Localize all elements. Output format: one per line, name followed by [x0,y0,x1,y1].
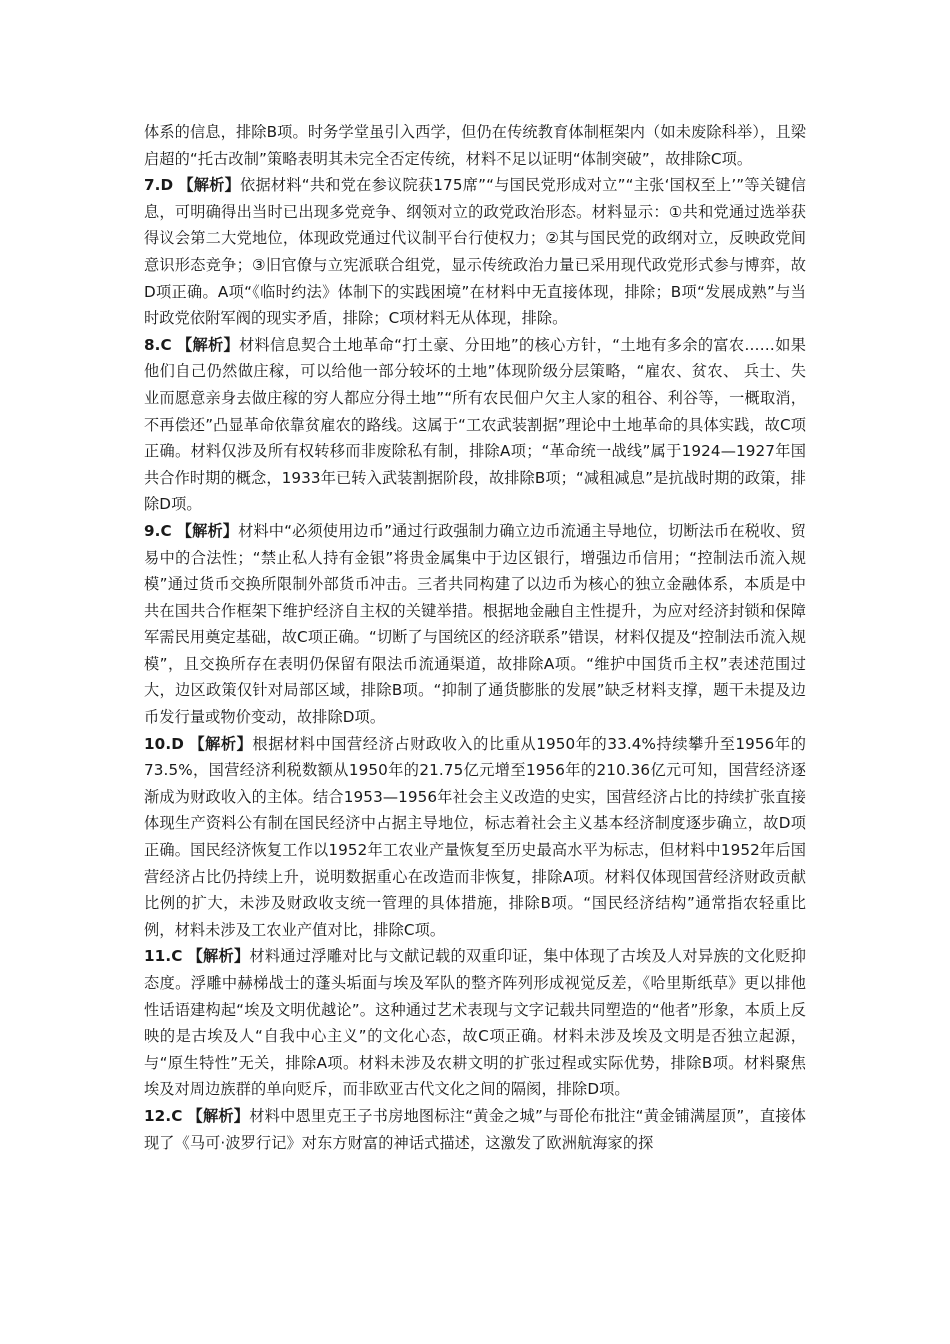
answer-text: 材料中“必须使用边币”通过行政强制力确立边币流通主导地位，切断法币在税收、贸易中的合法性；“禁止私人持有金银”将贵金属集中于边区银行，增强边币信用；“控制法币流入规模”通过货币交换所限制外部货币冲击。三者共同构建了以边币为核心的独立金融体系，本质是中共在国共合作框架下维护经济自主权的关键举措。根据地金融自主性提升，为应对经济封锁和保障军需民用奠定基础，故C项正确。“切断了与国统区的经济联系”错误，材料仅提及“控制法币流入规模”，且交换所存在表明仍保留有限法币流通渠道，故排除A项。“维护中国货币主权”表述范围过大，边区政策仅针对局部区域，排除B项。“抑制了通货膨胀的发展”缺乏材料支撑，题干未提及边币发行量或物价变动，故排除D项。 [144,521,806,727]
intro-paragraph: 体系的信息，排除B项。时务学堂虽引入西学，但仍在传统教育体制框架内（如未废除科举），且梁启超的“托古改制”策略表明其未完全否定传统，材料不足以证明“体制突破”，故排除C项。 [144,123,806,168]
analysis-tag: 【解析】 [176,521,239,540]
answer-explanations [144,119,806,1156]
analysis-tag: 【解析】 [176,335,239,354]
answer-number: 9.C [144,521,172,540]
analysis-tag: 【解析】 [187,947,250,966]
answer-text: 材料信息契合土地革命“打土豪、分田地”的核心方针，“土地有多余的富农……如果他们自己仍然做庄稼，可以给他一部分较坏的土地”体现阶级分层策略，“雇农、贫农、 兵士、失业而愿意亲身去做庄稼的穷人都应分得土地”“所有农民佃户欠主人家的租谷、利谷等，一概取消，不再偿还”凸显革命依靠贫雇农的路线。这属于“工农武装割据”理论中土地革命的具体实践，故C项正确。材料仅涉及所有权转移而非废除私有制，排除A项；“革命统一战线”属于1924—1927年国共合作时期的概念，1933年已转入武装割据阶段，故排除B项；“减租减息”是抗战时期的政策，排除D项。 [144,335,806,514]
answer-text: 材料通过浮雕对比与文献记载的双重印证，集中体现了古埃及人对异族的文化贬抑态度。浮雕中赫梯战士的蓬头垢面与埃及军队的整齐阵列形成视觉反差，《哈里斯纸草》更以排他性话语建构起“埃及文明优越论”。这种通过艺术表现与文字记载共同塑造的“他者”形象，本质上反映的是古埃及人“自我中心主义”的文化心态，故C项正确。材料未涉及埃及文明是否独立起源，与“原生特性”无关，排除A项。材料未涉及农耕文明的扩张过程或实际优势，排除B项。材料聚焦埃及对周边族群的单向贬斥，而非欧亚古代文化之间的隔阂，排除D项。 [144,947,806,1099]
answer-number: 10.D [144,734,184,753]
analysis-tag: 【解析】 [187,1106,250,1125]
answer-9 [144,518,806,731]
answer-number: 8.C [144,335,172,354]
answer-7 [144,172,806,332]
answer-8 [144,332,806,518]
answer-10 [144,731,806,944]
analysis-tag: 【解析】 [189,734,253,753]
answer-text: 根据材料中国营经济占财政收入的比重从1950年的33.4%持续攀升至1956年的73.5%，国营经济利税数额从1950年的21.75亿元增至1956年的210.36亿元可知，国营经济逐渐成为财政收入的主体。结合1953—1956年社会主义改造的史实，国营经济占比的持续扩张直接体现生产资料公有制在国民经济中占据主导地位，标志着社会主义基本经济制度逐步确立，故D项正确。国民经济恢复工作以1952年工农业产量恢复至历史最高水平为标志，但材料中1952年后国营经济占比仍持续上升，说明数据重心在改造而非恢复，排除A项。材料仅体现国营经济财政贡献比例的扩大，未涉及财政收支统一管理的具体措施，排除B项。“国民经济结构”通常指农轻重比例，材料未涉及工农业产值对比，排除C项。 [144,734,806,939]
answer-text: 材料中恩里克王子书房地图标注“黄金之城”与哥伦布批注“黄金铺满屋顶”，直接体现了《马可·波罗行记》对东方财富的神话式描述，这激发了欧洲航海家的探 [144,1106,806,1152]
answer-number: 11.C [144,947,183,966]
answer-text: 依据材料“共和党在参议院获175席”“与国民党形成对立”“主张‘国权至上’”等关键信息，可明确得出当时已出现多党竞争、纲领对立的政党政治形态。材料显示：①共和党通过选举获得议会第二大党地位，体现政党通过代议制平台行使权力；②其与国民党的政纲对立，反映政党间意识形态竞争；③旧官僚与立宪派联合组党，显示传统政治力量已采用现代政党形式参与博弈，故D项正确。A项“《临时约法》体制下的实践困境”在材料中无直接体现，排除；B项“发展成熟”与当时政党依附军阀的现实矛盾，排除；C项材料无从体现，排除。 [144,176,806,328]
answer-number: 12.C [144,1106,183,1125]
analysis-tag: 【解析】 [178,176,241,195]
answer-number: 7.D [144,176,174,195]
answer-11 [144,943,806,1103]
answer-12 [144,1103,806,1156]
